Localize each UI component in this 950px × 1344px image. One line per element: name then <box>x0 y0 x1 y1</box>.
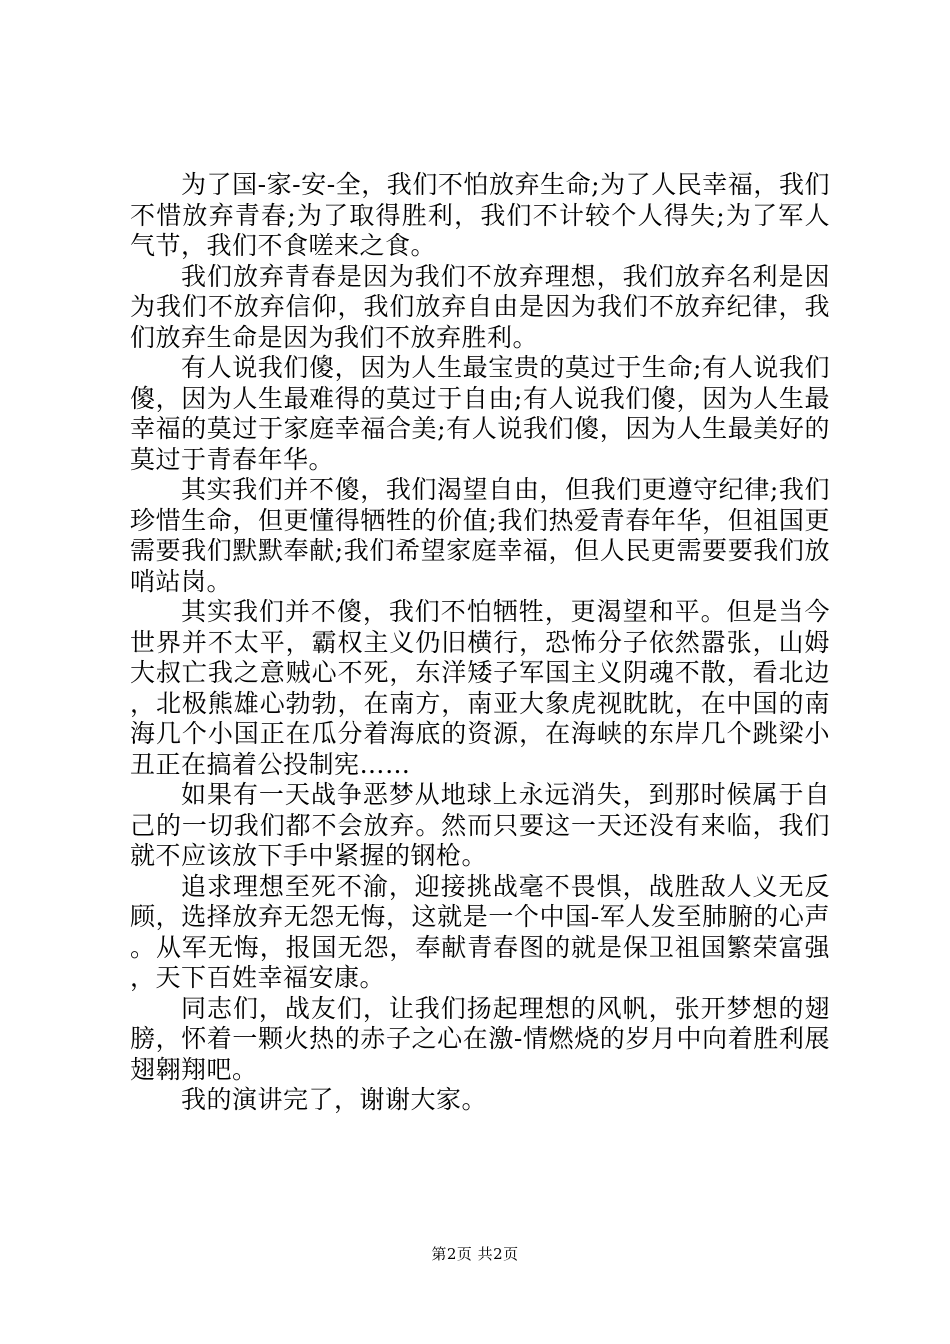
paragraph-5: 其实我们并不傻，我们不怕牺牲，更渴望和平。但是当今世界并不太平，霸权主义仍旧横行，恐怖分子依然嚣张，山姆大叔亡我之意贼心不死，东洋矮子军国主义阴魂不散，看北边，北极熊雄心勃勃，在南方，南亚大象虎视眈眈，在中国的南海几个小国正在瓜分着海底的资源，在海峡的东岸几个跳梁小丑正在搞着公投制宪…… <box>130 597 830 779</box>
paragraph-4: 其实我们并不傻，我们渴望自由，但我们更遵守纪律;我们珍惜生命，但更懂得牺牲的价值;我们热爱青春年华，但祖国更需要我们默默奉献;我们希望家庭幸福，但人民更需要要我们放哨站岗。 <box>130 475 830 596</box>
paragraph-2: 我们放弃青春是因为我们不放弃理想，我们放弃名利是因为我们不放弃信仰，我们放弃自由是因为我们不放弃纪律，我们放弃生命是因为我们不放弃胜利。 <box>130 261 830 352</box>
paragraph-8: 同志们，战友们，让我们扬起理想的风帆，张开梦想的翅膀，怀着一颗火热的赤子之心在激-情燃烧的岁月中向着胜利展翅翱翔吧。 <box>130 993 830 1084</box>
paragraph-7: 追求理想至死不渝，迎接挑战毫不畏惧，战胜敌人义无反顾，选择放弃无怨无悔，这就是一个中国-军人发至肺腑的心声。从军无悔，报国无怨，奉献青春图的就是保卫祖国繁荣富强，天下百姓幸福安康。 <box>130 871 830 992</box>
page-footer <box>0 1243 950 1265</box>
speech-body <box>130 170 830 1116</box>
paragraph-3: 有人说我们傻，因为人生最宝贵的莫过于生命;有人说我们傻，因为人生最难得的莫过于自由;有人说我们傻，因为人生最幸福的莫过于家庭幸福合美;有人说我们傻，因为人生最美好的莫过于青春年华。 <box>130 353 830 474</box>
paragraph-1: 为了国-家-安-全，我们不怕放弃生命;为了人民幸福，我们不惜放弃青春;为了取得胜利，我们不计较个人得失;为了军人气节，我们不食嗟来之食。 <box>130 170 830 260</box>
paragraph-9: 我的演讲完了，谢谢大家。 <box>181 1085 488 1114</box>
paragraph-6: 如果有一天战争恶梦从地球上永远消失，到那时候属于自己的一切我们都不会放弃。然而只要这一天还没有来临，我们就不应该放下手中紧握的钢枪。 <box>130 780 830 870</box>
page-number-label: 第2页 共2页 <box>431 1245 519 1263</box>
